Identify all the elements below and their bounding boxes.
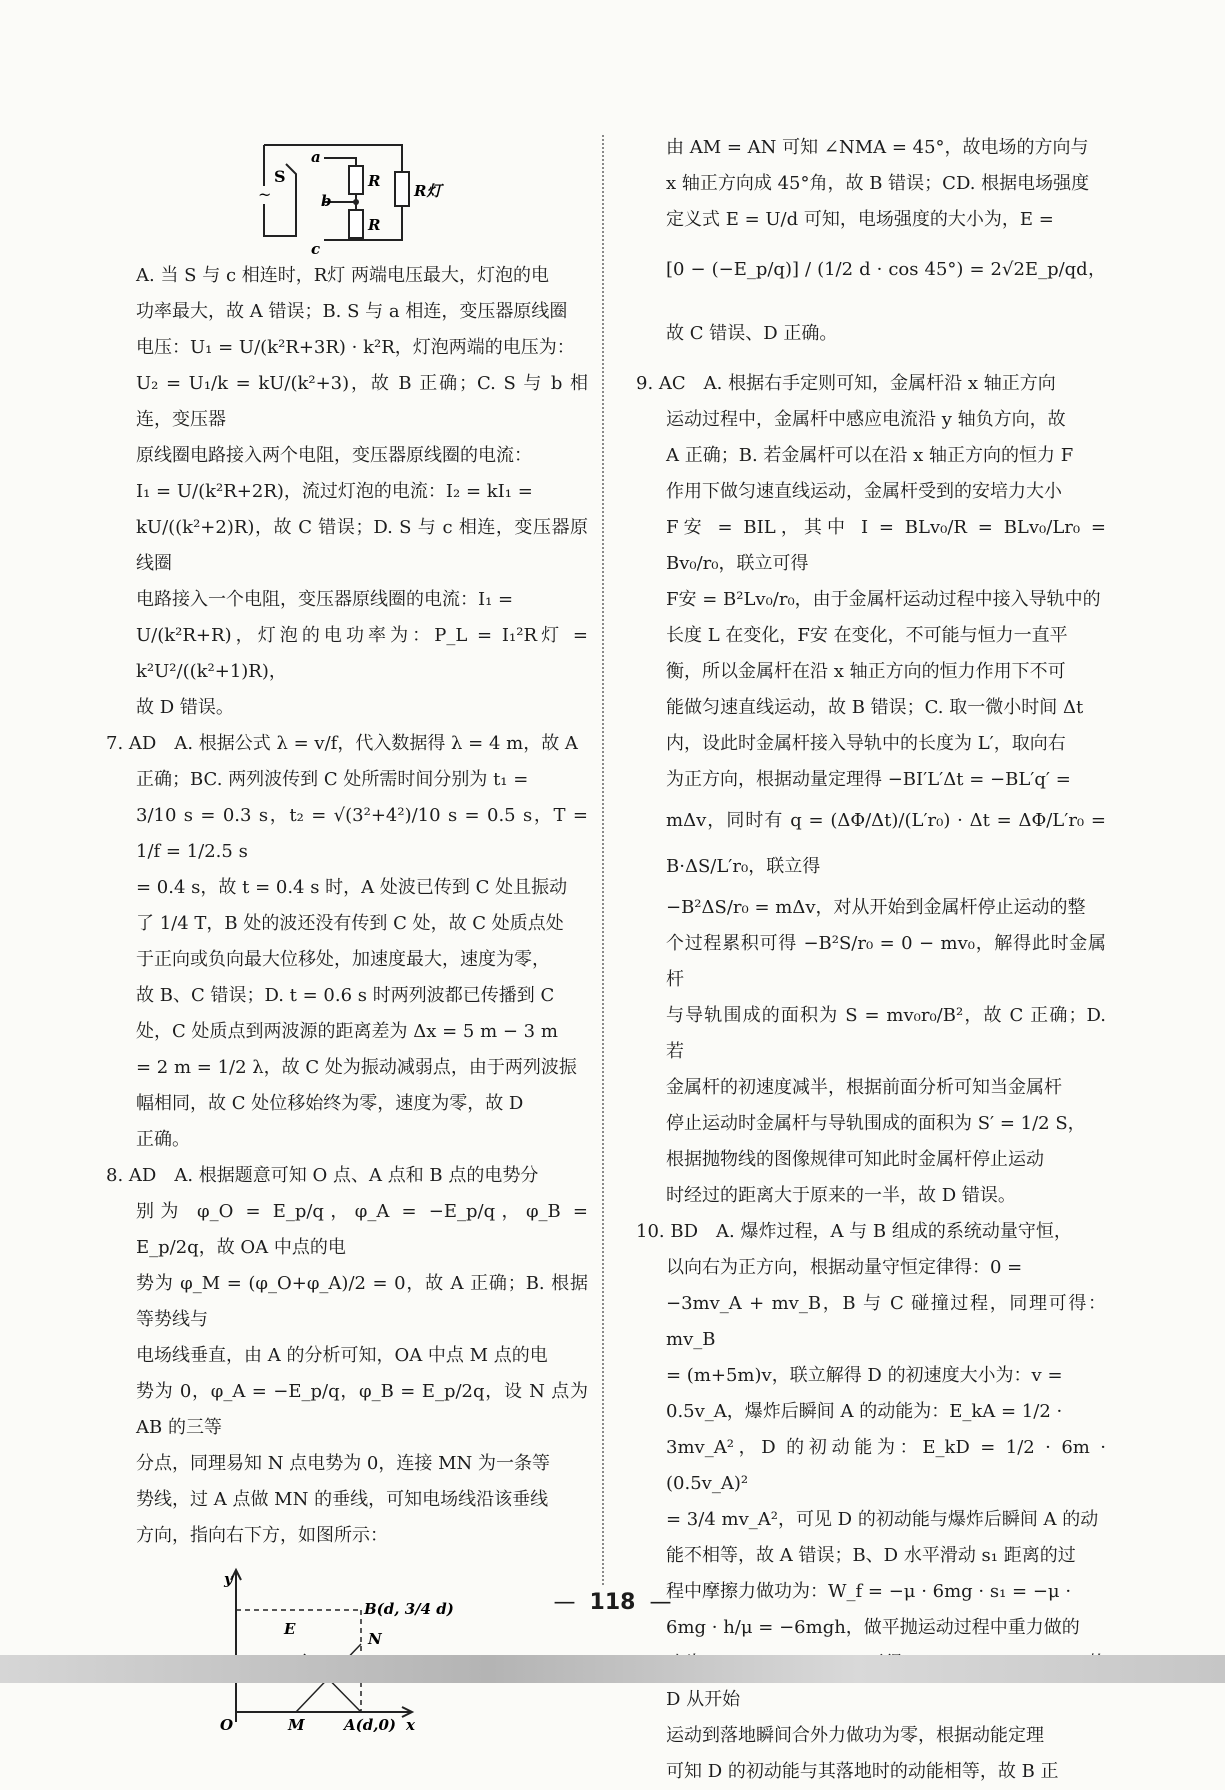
circuit-label-b: b [321, 192, 332, 210]
page-footer [0, 1590, 1225, 1615]
text-line: [0 − (−E_p/q)] / (1/2 d · cos 45°) = 2√2E_p/qd，故 C 错误、D 正确。 [666, 259, 1106, 344]
answer-6-continued [106, 258, 588, 726]
circuit-label-rload: R灯 [414, 182, 442, 200]
circuit-label-r2: R [368, 216, 381, 234]
circuit-switch-label: S [274, 167, 286, 186]
text-line: 为正方向，根据动量定理得 −BI′L′Δt = −BL′q′ = [666, 769, 1071, 790]
text-line: 7. AD A. 根据公式 λ = v/f，代入数据得 λ = 4 m，故 A [106, 733, 578, 754]
circuit-source-label: ~ [258, 185, 272, 204]
text-line: = (m+5m)v，联立解得 D 的初速度大小为：v = [666, 1365, 1063, 1386]
text-line: 衡，所以金属杆在沿 x 轴正方向的恒力作用下不可 [666, 661, 1066, 682]
text-line: 电场线垂直，由 A 的分析可知，OA 中点 M 点的电 [136, 1345, 548, 1366]
text-line: 金属杆的初速度减半，根据前面分析可知当金属杆 [666, 1077, 1062, 1098]
answer-7 [106, 726, 588, 1158]
field-diagram-svg [106, 1562, 588, 1732]
text-line: 别为 φ_O = E_p/q，φ_A = −E_p/q，φ_B = E_p/2q，故 OA 中点的电 [136, 1201, 588, 1258]
left-column [106, 130, 588, 1732]
answer-8-continued [636, 130, 1106, 366]
text-line: F安 = BIL，其中 I = BLv₀/R = BLv₀/Lr₀ = Bv₀/r₀，联立可得 [666, 517, 1106, 574]
text-line: F安 = B²Lv₀/r₀，由于金属杆运动过程中接入导轨中的 [666, 589, 1101, 610]
text-line: −3mv_A + mv_B，B 与 C 碰撞过程，同理可得：mv_B [666, 1293, 1106, 1350]
text-line: 势为 0，φ_A = −E_p/q，φ_B = E_p/2q，设 N 点为 AB 的三等 [136, 1381, 588, 1438]
text-line: 正确。 [136, 1129, 190, 1150]
text-line: x 轴正方向成 45°角，故 B 错误；CD. 根据电场强度 [666, 173, 1090, 194]
text-line: 3/10 s = 0.3 s，t₂ = √(3²+4²)/10 s = 0.5 s，T = 1/f = 1/2.5 s [136, 805, 588, 862]
resistor-1 [349, 166, 363, 194]
label-y: y [224, 1570, 233, 1588]
text-line: 故 D 错误。 [136, 697, 234, 718]
resistor-load [395, 172, 409, 206]
text-line: U₂ = U₁/k = kU/(k²+3)，故 B 正确；C. S 与 b 相连，变压器 [136, 373, 588, 430]
text-line: A. 当 S 与 c 相连时，R灯 两端电压最大，灯泡的电 [136, 265, 550, 286]
page-number: 118 [589, 1590, 636, 1615]
text-line: 故 B、C 错误；D. t = 0.6 s 时两列波都已传播到 C [136, 985, 555, 1006]
right-column [636, 130, 1106, 1790]
text-line: 程中摩擦力做功为：W_f = −μ · 6mg · s₁ = −μ · [666, 1581, 1072, 1602]
circuit-label-a: a [311, 148, 321, 166]
text-line: 于正向或负向最大位移处，加速度最大，速度为零， [136, 949, 550, 970]
text-line: 个过程累积可得 −B²S/r₀ = 0 − mv₀，解得此时金属杆 [666, 933, 1106, 990]
text-line: 运动到落地瞬间合外力做功为零，根据动能定理 [666, 1725, 1044, 1746]
resistor-2 [349, 210, 363, 238]
text-line: 可知 D 的初动能与其落地时的动能相等，故 B 正 [666, 1761, 1059, 1782]
circuit-label-r1: R [368, 172, 381, 190]
text-line: 8. AD A. 根据题意可知 O 点、A 点和 B 点的电势分 [106, 1165, 539, 1186]
text-line: 3mv_A²，D 的初动能为：E_kD = 1/2 · 6m · (0.5v_A)² [666, 1437, 1106, 1494]
text-line: U/(k²R+R)，灯泡的电功率为：P_L = I₁²R灯 = k²U²/((k²+1)R)， [136, 625, 588, 682]
text-line: 能不相等，故 A 错误；B、D 水平滑动 s₁ 距离的过 [666, 1545, 1076, 1566]
circuit-outer-wire [264, 145, 402, 240]
answer-9 [636, 366, 1106, 1214]
text-line: 功率最大，故 A 错误；B. S 与 a 相连，变压器原线圈 [136, 301, 568, 322]
text-line: 定义式 E = U/d 可知，电场强度的大小为，E = [666, 209, 1054, 230]
label-e: E [284, 1620, 296, 1638]
field-diagram [106, 1562, 588, 1732]
answer-8 [106, 1158, 588, 1554]
text-line: 10. BD A. 爆炸过程，A 与 B 组成的系统动量守恒， [636, 1221, 1072, 1242]
text-line: 方向，指向右下方，如图所示： [136, 1525, 388, 1546]
text-line: 由 AM = AN 可知 ∠NMA = 45°，故电场的方向与 [666, 137, 1089, 158]
text-line: 势线，过 A 点做 MN 的垂线，可知电场线沿该垂线 [136, 1489, 549, 1510]
circuit-svg [106, 130, 588, 258]
text-line: −B²ΔS/r₀ = mΔv，对从开始到金属杆停止运动的整 [666, 897, 1086, 918]
label-origin: O [220, 1716, 234, 1732]
node-b [353, 199, 359, 205]
column-divider [602, 135, 604, 1585]
text-line: 停止运动时金属杆与导轨围成的面积为 S′ = 1/2 S， [666, 1113, 1086, 1134]
text-line: 6mg · h/μ = −6mgh，做平抛运动过程中重力做的 [666, 1617, 1080, 1638]
text-line: 了 1/4 T，B 处的波还没有传到 C 处，故 C 处质点处 [136, 913, 564, 934]
text-line: 内，设此时金属杆接入导轨中的长度为 L′，取向右 [666, 733, 1066, 754]
text-line: 处，C 处质点到两波源的距离差为 Δx = 5 m − 3 m [136, 1021, 558, 1042]
label-m: M [288, 1716, 305, 1732]
text-line: 正确；BC. 两列波传到 C 处所需时间分别为 t₁ = [136, 769, 529, 790]
text-line: 作用下做匀速直线运动，金属杆受到的安培力大小 [666, 481, 1062, 502]
footer-dash-right: — [649, 1590, 672, 1615]
text-line: = 2 m = 1/2 λ，故 C 处为振动减弱点，由于两列波振 [136, 1057, 577, 1078]
scan-edge-band [0, 1655, 1225, 1683]
text-line: A 正确；B. 若金属杆可以在沿 x 轴正方向的恒力 F [666, 445, 1074, 466]
text-line: 电压：U₁ = U/(k²R+3R) · k²R，灯泡两端的电压为： [136, 337, 575, 358]
text-line: 幅相同，故 C 处位移始终为零，速度为零，故 D [136, 1093, 524, 1114]
text-line: 以向右为正方向，根据动量守恒定律得：0 = [666, 1257, 1023, 1278]
text-line: 时经过的距离大于原来的一半，故 D 错误。 [666, 1185, 1016, 1206]
label-n: N [368, 1630, 382, 1648]
text-line: 能做匀速直线运动，故 B 错误；C. 取一微小时间 Δt [666, 697, 1084, 718]
label-x: x [406, 1716, 415, 1732]
text-line: 根据抛物线的图像规律可知此时金属杆停止运动 [666, 1149, 1044, 1170]
text-line: 与导轨围成的面积为 S = mv₀r₀/B²，故 C 正确；D. 若 [666, 1005, 1106, 1062]
answer-10 [636, 1214, 1106, 1790]
text-line: 0.5v_A，爆炸后瞬间 A 的动能为：E_kA = 1/2 · [666, 1401, 1063, 1422]
text-line: I₁ = U/(k²R+2R)，流过灯泡的电流：I₂ = kI₁ = [136, 481, 533, 502]
text-line: 9. AC A. 根据右手定则可知，金属杆沿 x 轴正方向 [636, 373, 1056, 394]
circuit-label-c: c [311, 240, 321, 258]
text-line: mΔv，同时有 q = (ΔΦ/Δt)/(L′r₀) · Δt = ΔΦ/L′r₀ = B·ΔS/L′r₀，联立得 [666, 810, 1106, 877]
text-line: 分点，同理易知 N 点电势为 0，连接 MN 为一条等 [136, 1453, 550, 1474]
text-line: = 0.4 s，故 t = 0.4 s 时，A 处波已传到 C 处且振动 [136, 877, 568, 898]
text-line: D 从开始 [666, 1689, 741, 1710]
circuit-diagram [106, 130, 588, 258]
text-line: 势为 φ_M = (φ_O+φ_A)/2 = 0，故 A 正确；B. 根据等势线与 [136, 1273, 588, 1330]
label-b: B(d, 3/4 d) [364, 1600, 454, 1618]
text-line: 运动过程中，金属杆中感应电流沿 y 轴负方向，故 [666, 409, 1066, 430]
text-line: kU/((k²+2)R)，故 C 错误；D. S 与 c 相连，变压器原线圈 [136, 517, 588, 574]
footer-dash-left: — [553, 1590, 576, 1615]
text-line: = 3/4 mv_A²，可见 D 的初动能与爆炸后瞬间 A 的动 [666, 1509, 1099, 1530]
text-line: 电路接入一个电阻，变压器原线圈的电流：I₁ = [136, 589, 514, 610]
text-line: 原线圈电路接入两个电阻，变压器原线圈的电流： [136, 445, 532, 466]
label-a: A(d,0) [344, 1716, 396, 1732]
text-line: 长度 L 在变化，F安 在变化，不可能与恒力一直平 [666, 625, 1068, 646]
